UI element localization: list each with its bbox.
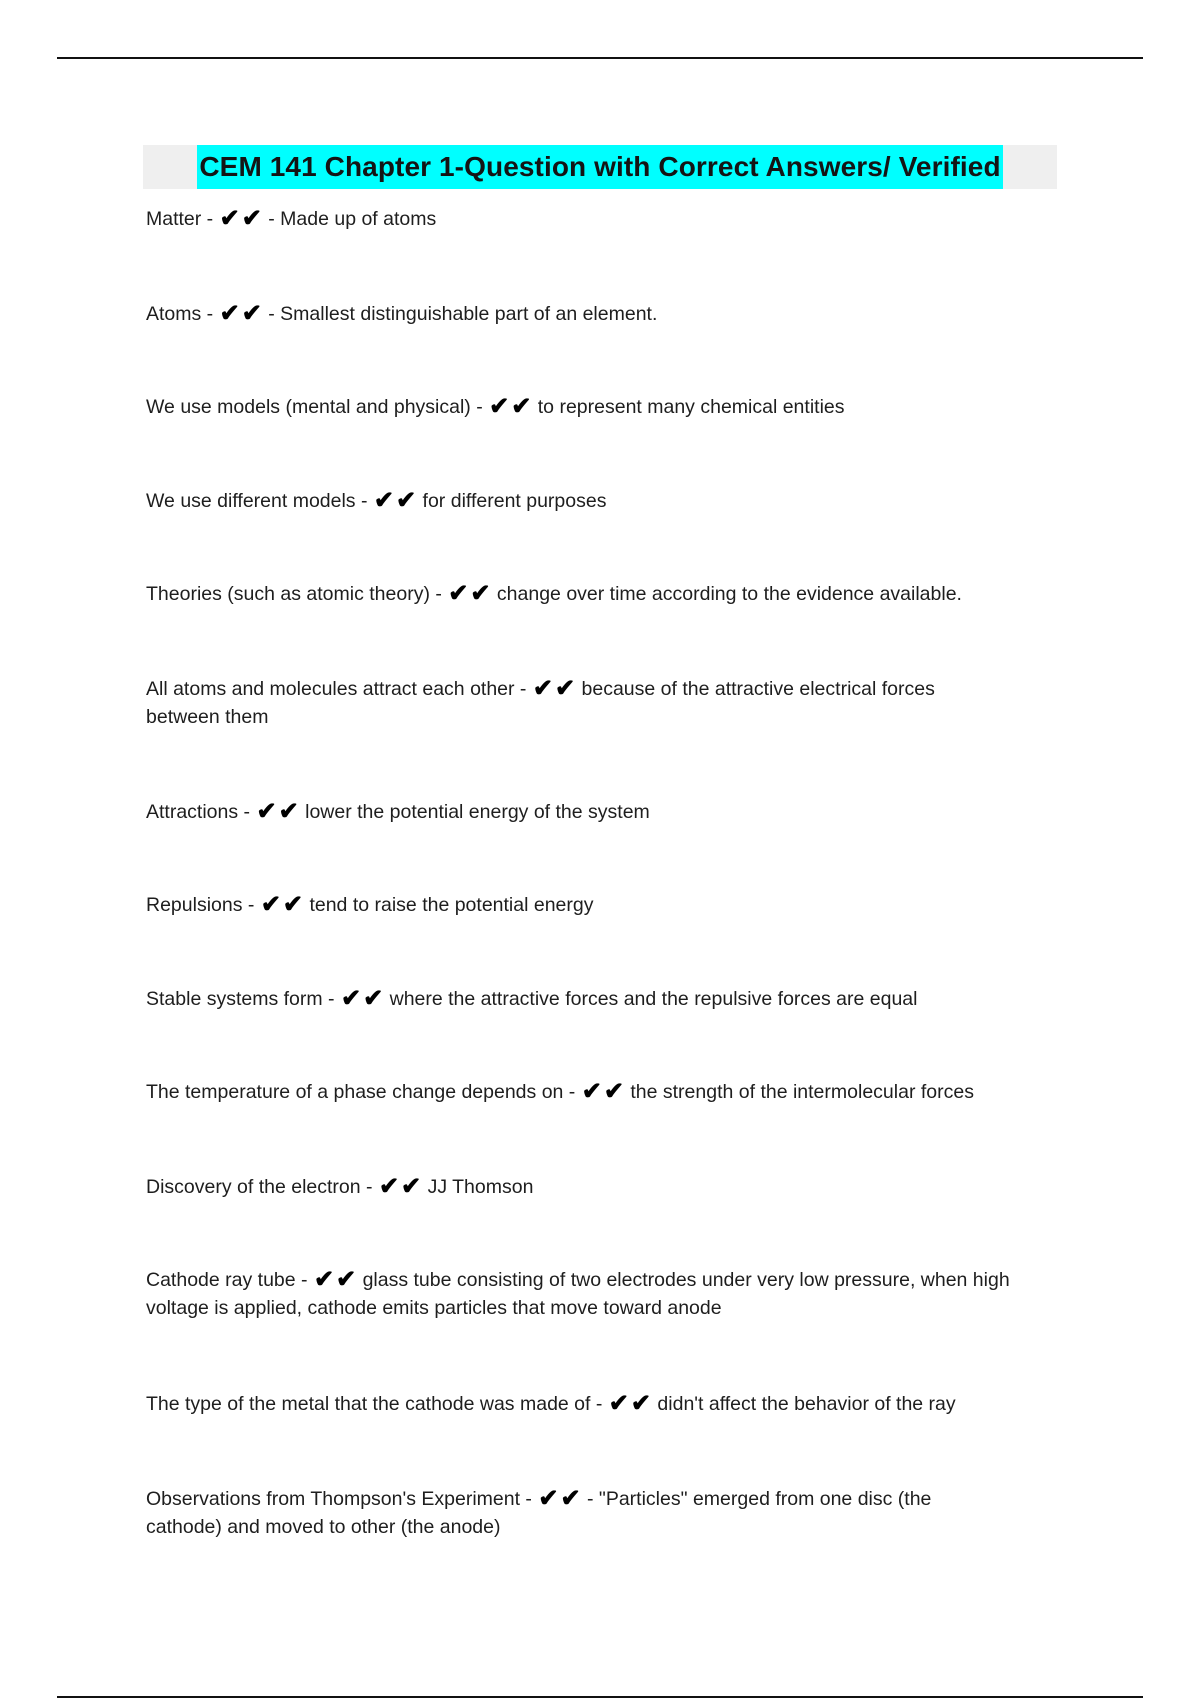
entry-term: Atoms -	[146, 303, 214, 325]
check-icon: ✔	[401, 1173, 422, 1200]
entry-term: Matter -	[146, 208, 214, 230]
document-title: CEM 141 Chapter 1-Question with Correct Answers/ Verified	[197, 145, 1002, 189]
check-icon: ✔	[378, 1173, 400, 1200]
entry-term: Theories (such as atomic theory) -	[146, 583, 442, 605]
entry-term: Stable systems form -	[146, 988, 335, 1010]
check-icon: ✔	[581, 1078, 602, 1105]
check-icon: ✔	[511, 393, 532, 420]
entry-answer: to represent many chemical entities	[537, 396, 845, 418]
check-icon: ✔	[532, 675, 553, 702]
entry-repulsions	[146, 891, 1046, 919]
entry-answer: tend to raise the potential energy	[309, 894, 594, 916]
entry-atoms	[146, 300, 1046, 328]
entry-answer: the strength of the intermolecular forces	[630, 1081, 974, 1103]
entry-answer: - "Particles" emerged from one disc (the cathode) and moved to other (the anode)	[146, 1488, 932, 1538]
entry-term: Observations from Thompson's Experiment -	[146, 1488, 532, 1510]
bottom-rule	[57, 1696, 1143, 1698]
entry-answer: because of the attractive electrical forces between them	[146, 678, 935, 728]
entry-theories	[146, 580, 1046, 608]
entry-term: The type of the metal that the cathode was made of -	[146, 1393, 603, 1415]
title-band	[143, 145, 1057, 189]
check-icon: ✔	[560, 1485, 581, 1512]
check-icon: ✔	[630, 1390, 651, 1417]
entry-answer: - Smallest distinguishable part of an element.	[268, 303, 658, 325]
check-icon: ✔	[603, 1078, 624, 1105]
entry-answer: for different purposes	[422, 490, 607, 512]
check-icon: ✔	[313, 1266, 335, 1293]
check-icon: ✔	[538, 1485, 559, 1512]
check-icon: ✔	[554, 675, 576, 702]
entry-matter	[146, 205, 1046, 233]
check-icon: ✔	[282, 891, 304, 918]
check-icon: ✔	[396, 487, 417, 514]
entry-answer: - Made up of atoms	[268, 208, 437, 230]
check-icon: ✔	[373, 487, 395, 514]
top-rule	[57, 57, 1143, 59]
entry-term: Repulsions -	[146, 894, 255, 916]
check-icon: ✔	[241, 300, 262, 327]
entry-answer: lower the potential energy of the system	[305, 801, 650, 823]
check-icon: ✔	[336, 1266, 357, 1293]
check-icon: ✔	[241, 205, 262, 232]
entry-attract	[146, 675, 1006, 731]
entry-answer: where the attractive forces and the repulsive forces are equal	[389, 988, 918, 1010]
entry-term: We use different models -	[146, 490, 368, 512]
entry-cathode-metal	[146, 1390, 1046, 1418]
entry-models	[146, 393, 1046, 421]
check-icon: ✔	[470, 580, 491, 607]
check-icon: ✔	[256, 798, 277, 825]
entry-term: Discovery of the electron -	[146, 1176, 373, 1198]
check-icon: ✔	[489, 393, 510, 420]
entry-thompson-observations	[146, 1485, 996, 1541]
entry-answer: glass tube consisting of two electrodes under very low pressure, when high voltage is applied, cathode emits particles that move toward anode	[146, 1269, 1010, 1319]
entry-stable-systems	[146, 985, 1046, 1013]
entry-phase-change	[146, 1078, 1046, 1106]
entry-term: The temperature of a phase change depends on -	[146, 1081, 576, 1103]
entry-electron	[146, 1173, 1046, 1201]
check-icon: ✔	[278, 798, 299, 825]
check-icon: ✔	[219, 300, 240, 327]
entry-different-models	[146, 487, 1046, 515]
entry-term: Attractions -	[146, 801, 251, 823]
entry-term: All atoms and molecules attract each other -	[146, 678, 527, 700]
check-icon: ✔	[363, 985, 384, 1012]
entry-answer: change over time according to the evidence available.	[496, 583, 962, 605]
entry-answer: didn't affect the behavior of the ray	[657, 1393, 956, 1415]
check-icon: ✔	[219, 205, 240, 232]
check-icon: ✔	[260, 891, 281, 918]
entry-cathode-ray-tube	[146, 1266, 1026, 1322]
entry-attractions	[146, 798, 1046, 826]
check-icon: ✔	[340, 985, 362, 1012]
check-icon: ✔	[448, 580, 469, 607]
entry-term: We use models (mental and physical) -	[146, 396, 483, 418]
entry-term: Cathode ray tube -	[146, 1269, 308, 1291]
entry-answer: JJ Thomson	[427, 1176, 534, 1198]
check-icon: ✔	[608, 1390, 629, 1417]
